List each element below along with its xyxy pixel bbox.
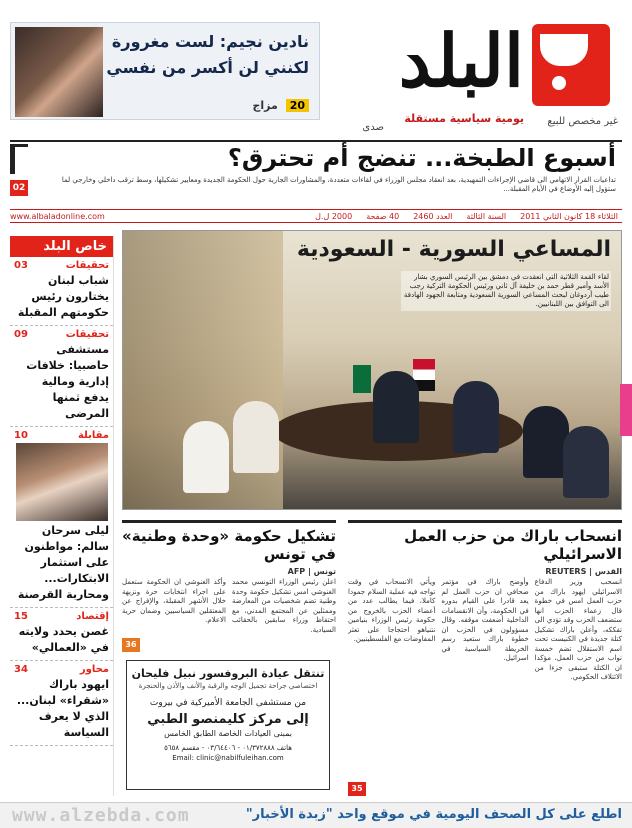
sidebar-item-investigation-1[interactable] [10,257,113,326]
photo-story-title: المساعي السورية - السعودية [296,237,611,262]
side-tab-marker [620,384,632,436]
sidebar-item-investigation-2[interactable] [10,326,113,427]
ad-building: بمبنى العيادات الخاصة الطابق الخامس [164,729,292,738]
sidebar-category: إقتصاد [76,611,109,622]
sidebar-item-title: مستشفى حاصبيا: خلافات إدارية ومالية يدفع ثمنها المرضى [26,343,109,420]
article-column: انسحب وزير الدفاع الاسرائيلي ايهود باراك من حزب العمل امس في خطوة قال زعماء الحزب انها ستضعف الحزب وقد تؤدي الى تفككه، وأعلن باراك تشكيل كتلة جديدة في الكنيست تحت اسم الاستقلال تضم خمسة نواب من حزب العمل، مؤكدا ان الكتلة ستبقى جزءا من الائتلاف الحكومي. [534,578,622,681]
logo-tagline: يومية سياسية مستقلة [404,112,524,125]
article-source: تونس | AFP [287,567,336,576]
promo-page-number: 20 [286,99,309,112]
article-column: وأوضح باراك في مؤتمر صحافي ان حزب العمل لم يعد قادرا على القيام بدوره في الحكومة، وأن الانقسامات الداخلية أضعفت موقفه. وقال مسؤولون في الحزب ان خطوة باراك ستعيد رسم الخريطة السياسية في اسرائيل. [441,578,529,662]
issue-number: العدد 2460 [413,211,453,221]
sidebar-item-interview[interactable] [10,427,113,608]
sidebar-item-title: ليلى سرحان سالم: مواطنون على استثمار الابتكارات... ومحاربة القرصنة [17,524,109,601]
top-story-body: تداعيات القرار الاتهامي الى قاضي الإجراءات التمهيدية، بعد انعقاد مجلس الوزراء في لقاءات متعددة، والمشاورات الجارية حول الحكومة الجديدة ومعايير تشكيلها، وسط ترقب داخلي وخارجي لما ستؤول إليه الأوضاع في الأيام المقبلة... [61,176,616,193]
person-figure [183,421,229,493]
logo-echo-label: صدى [362,122,384,133]
newspaper-logo [334,18,624,133]
article-title: انسحاب باراك من حزب العمل الاسرائيلي [348,520,622,563]
sidebar-category: تحقيقات [65,260,109,271]
flag-icon [353,365,371,393]
sidebar-header: خاص البلد [10,236,113,257]
issue-year: السنة الثالثة [466,211,507,221]
sidebar-category: مقابلة [77,430,109,441]
article-title: تشكيل حكومة «وحدة وطنية» في تونس [122,520,336,563]
sidebar-page-number: 09 [14,329,28,340]
person-figure [563,426,609,498]
barcode-icon [10,144,28,174]
ad-headline: تنتقل عيادة البروفسور نبيل فليحان [131,667,325,680]
person-figure [453,381,499,453]
promo-headline-line1: نادين نجيم: لست مغرورة [111,32,309,51]
ad-email[interactable]: Email: clinic@nabilfuleihan.com [172,754,284,762]
sidebar-page-number: 15 [14,611,28,622]
article-column: اعلن رئيس الوزراء التونسي محمد الغنوشي امس تشكيل حكومة وحدة وطنية تضم شخصيات من المعارضة وممثلين عن المجتمع المدني، مع احتفاظ وزراء سابقين بالحقائب السيادية. [232,578,336,634]
article-page-badge: 35 [348,782,366,796]
article-tunisia[interactable] [122,520,336,654]
main-photo-story[interactable] [122,230,622,510]
issue-info-strip [10,209,622,223]
sidebar-item-title: غصن يحدد ولايته في «العمالي» [18,625,109,654]
interview-photo [16,443,108,521]
article-source: القدس | REUTERS [545,567,622,576]
top-story-page-badge: 02 [10,180,28,196]
promo-headline [99,29,309,81]
sidebar-category: محاور [79,664,109,675]
photo-story-caption: لقاء القمة الثلاثية التي انعقدت في دمشق بين الرئيس السوري بشار الأسد وأمير قطر حمد بن خليفة آل ثاني ورئيس الحكومة التركية رجب طيب أردوغان لبحث المساعي السورية السعودية ومتابعة الجهود الهادفة الى التوافق بين اللبنانيين. [401,271,611,311]
sidebar-exclusive [10,236,114,796]
issue-price: 2000 ل.ل [315,211,353,221]
article-column: ويأتي الانسحاب في وقت تواجه فيه عملية السلام جمودا كاملا، فيما يطالب عدد من أعضاء الحزب بالخروج من حكومة رئيس الوزراء بنيامين نتنياهو احتجاجا على تعثر المفاوضات مع الفلسطينيين. [348,578,436,643]
ad-specialty: اختصاصي جراحة تجميل الوجه والرقبة والأنف والأذن والحنجرة [138,682,318,690]
issue-website[interactable]: www.albaladonline.com [10,211,105,221]
ad-from: من مستشفى الجامعة الأميركية في بيروت [149,698,307,708]
article-page-badge: 36 [122,638,140,652]
logo-mark-icon [532,24,610,106]
masthead [0,0,632,140]
sidebar-category: تحقيقات [65,329,109,340]
footer-text: اطلع على كل الصحف اليومية في موقع واحد "زبدة الأخبار" [245,807,622,822]
promo-box[interactable] [10,22,320,120]
promo-section-label: مزاج [252,99,278,112]
person-figure [373,371,419,443]
footer-watermark [0,802,632,828]
top-story[interactable] [10,140,622,200]
sidebar-page-number: 10 [14,430,28,441]
clinic-advertisement[interactable] [126,660,330,790]
ad-to: إلى مركز كليمنصو الطبي [147,712,309,727]
issue-date: الثلاثاء 18 كانون الثاني 2011 [520,211,618,221]
promo-section-badge [252,99,309,112]
sidebar-item-title: شباب لبنان يختارون رئيس حكومتهم المقبلة [17,274,109,319]
sidebar-page-number: 03 [14,260,28,271]
top-story-title: أسبوع الطبخة... تنضج أم تحترق؟ [227,144,616,172]
promo-headline-line2: لكنني لن أكسر من نفسي [106,58,309,77]
ad-phone: هاتف ٠١/٣٧٢٨٨٨ - ٠٣/٦٤٤٠٦ - مقسم ٥٦٥٨ [164,744,292,752]
promo-photo [15,27,103,117]
logo-text: البلد [398,18,524,103]
issue-pages: 40 صفحة [366,211,400,221]
person-figure [233,401,279,473]
footer-url[interactable]: www.alzebda.com [12,805,190,826]
article-barak[interactable] [348,520,622,800]
sidebar-page-number: 34 [14,664,28,675]
logo-not-for-sale: غير مخصص للبيع [547,116,618,127]
sidebar-item-title: ايهود باراك «شقراء» لبنان... الذي لا يعرف السياسة [16,678,109,739]
sidebar-item-economy[interactable] [10,608,113,661]
sidebar-item-axes[interactable] [10,661,113,746]
article-column: وأكد الغنوشي ان الحكومة ستعمل على اجراء انتخابات حرة ونزيهة خلال الأشهر المقبلة، والإفراج عن المعتقلين السياسيين وضمان حرية الاعلام. [122,578,226,624]
